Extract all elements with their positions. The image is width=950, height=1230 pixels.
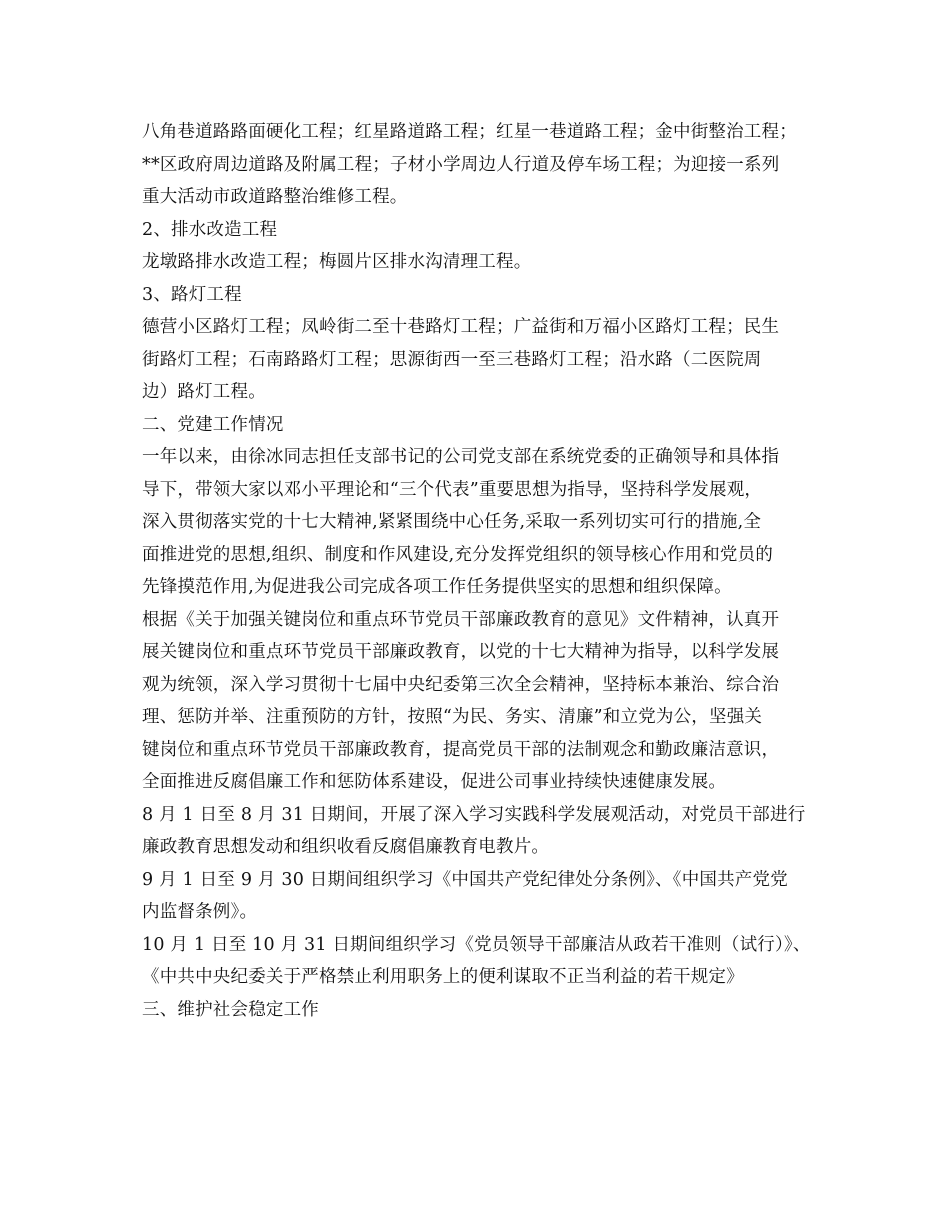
text-line: 展关键岗位和重点环节党员干部廉政教育，以党的十七大精神为指导，以科学发展 xyxy=(142,642,780,662)
text-line: 理、惩防并举、注重预防的方针，按照“为民、务实、清廉”和立党为公，坚强关 xyxy=(142,707,763,727)
text-line: 重大活动市政道路整治维修工程。 xyxy=(142,187,408,207)
text-line: 全面推进反腐倡廉工作和惩防体系建设，促进公司事业持续快速健康发展。 xyxy=(142,772,727,792)
text-line: 一年以来，由徐冰同志担任支部书记的公司党支部在系统党委的正确领导和具体指 xyxy=(142,447,780,467)
text-line: 内监督条例》。 xyxy=(142,902,258,922)
section-heading: 2、排水改造工程 xyxy=(142,219,278,240)
text-line: 导下，带领大家以邓小平理论和“三个代表”重要思想为指导，坚持科学发展观， xyxy=(142,479,763,500)
text-line: 观为统领，深入学习贯彻十七届中央纪委第三次全会精神，坚持标本兼治、综合治 xyxy=(142,674,780,695)
text-line: 八角巷道路路面硬化工程；红星路道路工程；红星一巷道路工程；金中街整治工程； xyxy=(142,122,797,142)
text-line: 德营小区路灯工程；凤岭街二至十巷路灯工程；广益街和万福小区路灯工程；民生 xyxy=(142,317,780,337)
text-line: 8 月 1 日至 8 月 31 日期间，开展了深入学习实践科学发展观活动，对党员干部进行 xyxy=(142,804,806,825)
text-line: **区政府周边道路及附属工程；子材小学周边人行道及停车场工程；为迎接一系列 xyxy=(142,154,780,175)
text-line: 面推进党的思想,组织、制度和作风建设,充分发挥党组织的领导核心作用和党员的 xyxy=(142,544,774,565)
section-heading: 3、路灯工程 xyxy=(142,284,242,305)
text-line: 边）路灯工程。 xyxy=(142,382,266,402)
section-heading: 三、维护社会稳定工作 xyxy=(142,999,319,1020)
text-line: 《中共中央纪委关于严格禁止利用职务上的便利谋取不正当利益的若干规定》 xyxy=(142,967,744,987)
text-line: 龙墩路排水改造工程；梅圆片区排水沟清理工程。 xyxy=(142,252,532,272)
text-line: 10 月 1 日至 10 月 31 日期间组织学习《党员领导干部廉洁从政若干准则（试行）》、 xyxy=(142,934,811,955)
text-line: 深入贯彻落实党的十七大精神,紧紧围绕中心任务,采取一系列切实可行的措施,全 xyxy=(142,512,762,532)
text-line: 键岗位和重点环节党员干部廉政教育，提高党员干部的法制观念和勤政廉洁意识， xyxy=(142,739,780,760)
text-line: 先锋摸范作用,为促进我公司完成各项工作任务提供坚实的思想和组织保障。 xyxy=(142,577,732,597)
document-body xyxy=(142,116,822,1026)
text-line: 根据《关于加强关键岗位和重点环节党员干部廉政教育的意见》文件精神，认真开 xyxy=(142,609,780,630)
text-line: 9 月 1 日至 9 月 30 日期间组织学习《中国共产党纪律处分条例》、《中国共产党党 xyxy=(142,869,788,890)
text-line: 街路灯工程；石南路路灯工程；思源街西一至三巷路灯工程；沿水路（二医院周 xyxy=(142,349,762,370)
section-heading: 二、党建工作情况 xyxy=(142,414,284,435)
text-line: 廉政教育思想发动和组织收看反腐倡廉教育电教片。 xyxy=(142,837,550,857)
